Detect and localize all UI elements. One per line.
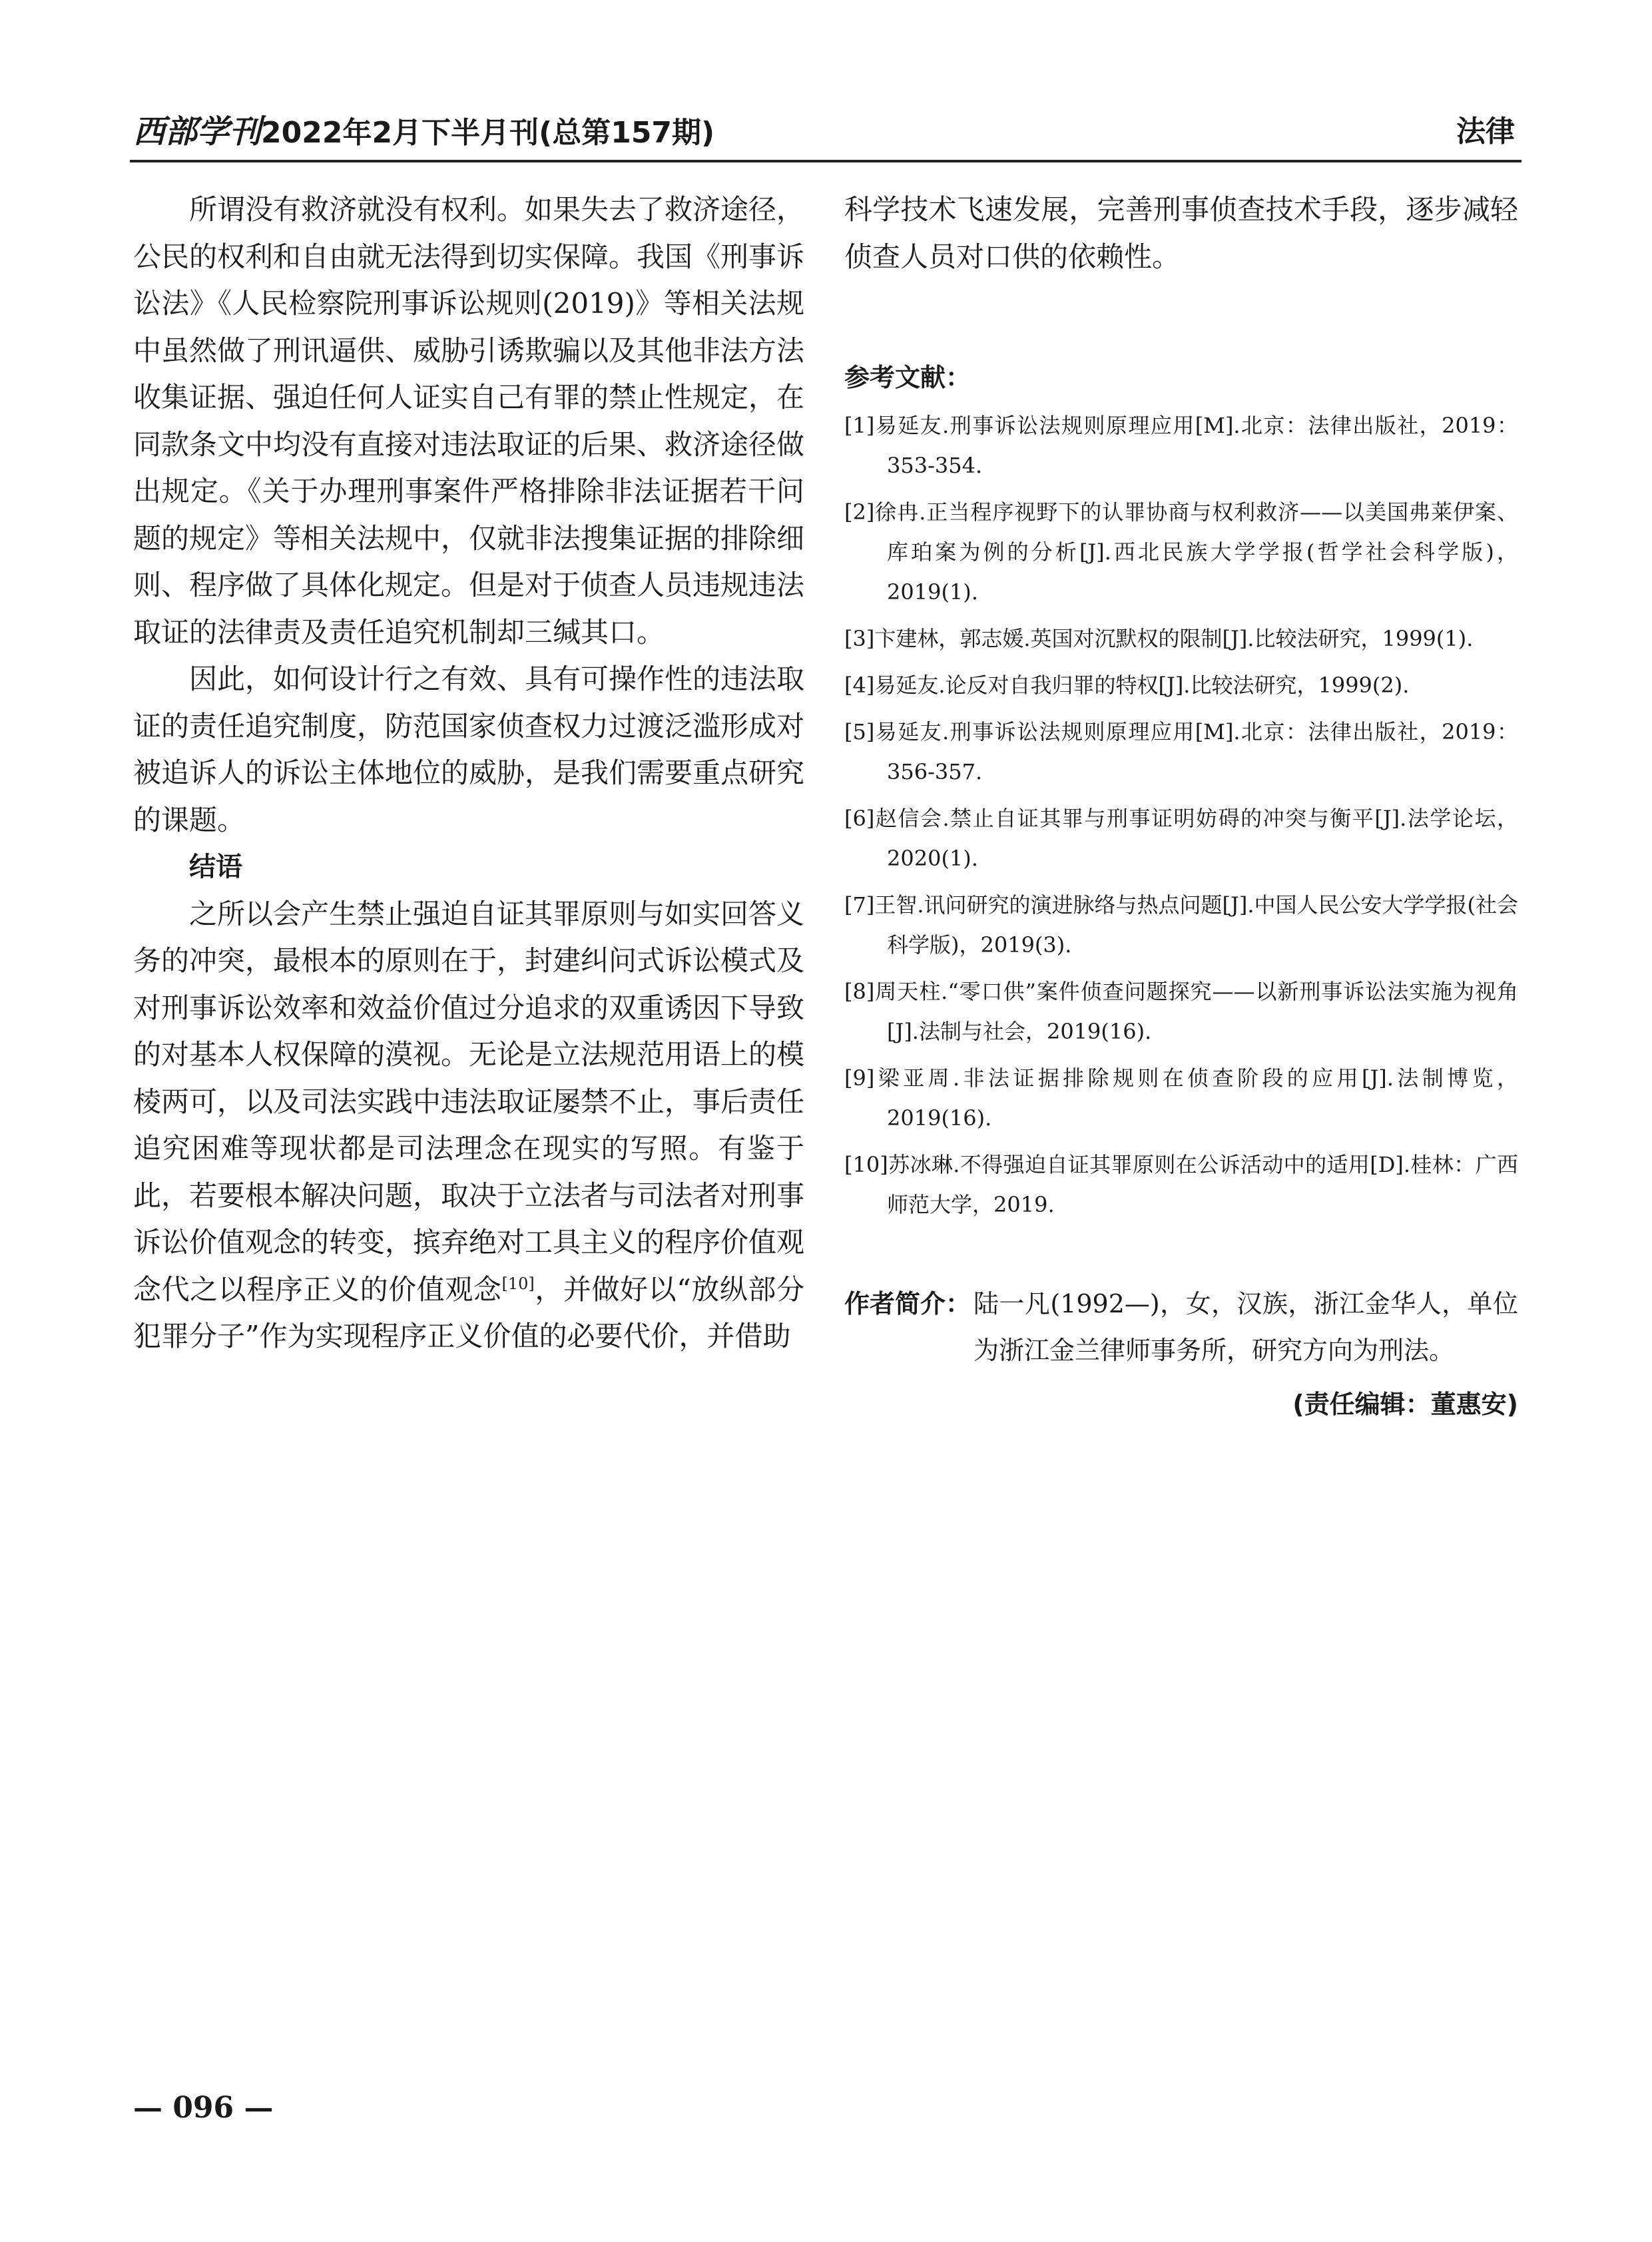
body-paragraph: 所谓没有救济就没有权利。如果失去了救济途径，公民的权利和自由就无法得到切实保障。我国《刑事诉讼法》《人民检察院刑事诉讼规则(2019)》等相关法规中虽然做了刑讯逼供、威胁引诱欺骗以及其他非法方法收集证据、强迫任何人证实自己有罪的禁止性规定，在同款条文中均没有直接对违法取证的后果、救济途径做出规定。《关于办理刑事案件严格排除非法证据若干问题的规定》等相关法规中，仅就非法搜集证据的排除细则、程序做了具体化规定。但是对于侦查人员违规违法取证的法律责及责任追究机制却三缄其口。 bbox=[133, 193, 805, 649]
conclusion-text: 之所以会产生禁止强迫自证其罪原则与如实回答义务的冲突，最根本的原则在于，封建纠问式诉讼模式及对刑事诉讼效率和效益价值过分追求的双重诱因下导致的对基本人权保障的漠视。无论是立法规范用语上的模棱两可，以及司法实践中违法取证屡禁不止，事后责任追究困难等现状都是司法理念在现实的写照。有鉴于此，若要根本解决问题，取决于立法者与司法者对刑事诉讼价值观念的转变，摈弃绝对工具主义的程序价值观念代之以程序正义的价值观念 bbox=[133, 897, 805, 1306]
reference-item: [7]王智.讯问研究的演进脉络与热点问题[J].中国人民公安大学学报(社会科学版)，2019(3). bbox=[844, 892, 1518, 958]
header-divider bbox=[130, 160, 1521, 162]
reference-item: [9]梁亚周.非法证据排除规则在侦查阶段的应用[J].法制博览，2019(16). bbox=[844, 1065, 1518, 1131]
reference-item: [5]易延友.刑事诉讼法规则原理应用[M].北京：法律出版社，2019：356-357. bbox=[844, 719, 1518, 784]
reference-item: [6]赵信会.禁止自证其罪与刑事证明妨碍的冲突与衡平[J].法学论坛，2020(1). bbox=[844, 806, 1518, 871]
section-label: 法律 bbox=[1456, 115, 1515, 148]
continued-paragraph: 科学技术飞速发展，完善刑事侦查技术手段，逐步减轻侦查人员对口供的依赖性。 bbox=[844, 193, 1518, 273]
issue-info: 2022年2月下半月刊(总第157期) bbox=[261, 116, 715, 150]
journal-logo: 西部学刊 bbox=[133, 113, 262, 150]
right-column bbox=[844, 186, 1518, 1424]
reference-item: [1]易延友.刑事诉讼法规则原理应用[M].北京：法律出版社，2019：353-354. bbox=[844, 413, 1518, 478]
citation-marker[interactable]: [10] bbox=[501, 1274, 535, 1293]
reference-item: [8]周天柱.“零口供”案件侦查问题探究——以新刑事诉讼法实施为视角[J].法制与社会，2019(16). bbox=[844, 979, 1518, 1044]
reference-item: [2]徐冉.正当程序视野下的认罪协商与权利救济——以美国弗莱伊案、库珀案为例的分析[J].西北民族大学学报(哲学社会科学版)，2019(1). bbox=[844, 499, 1518, 605]
reference-item: [4]易延友.论反对自我归罪的特权[J].比较法研究，1999(2). bbox=[844, 673, 1410, 698]
conclusion-text-continued: ，并做好以“放纵部分犯罪分子”作为实现程序正义价值的必要代价，并借助 bbox=[133, 1272, 804, 1352]
reference-item: [10]苏冰琳.不得强迫自证其罪原则在公诉活动中的适用[D].桂林：广西师范大学，2019. bbox=[844, 1152, 1518, 1217]
reference-item: [3]卞建林，郭志媛.英国对沉默权的限制[J].比较法研究，1999(1). bbox=[844, 626, 1474, 651]
body-paragraph: 因此，如何设计行之有效、具有可操作性的违法取证的责任追究制度，防范国家侦查权力过渡泛滥形成对被追诉人的诉讼主体地位的威胁，是我们需要重点研究的课题。 bbox=[133, 663, 805, 836]
left-column bbox=[133, 186, 804, 1360]
references-heading: 参考文献： bbox=[844, 363, 971, 392]
reference-list bbox=[844, 406, 1518, 1225]
editor-note: (责任编辑：董惠安) bbox=[1292, 1390, 1518, 1419]
journal-header bbox=[133, 112, 799, 153]
conclusion-heading: 结语 bbox=[189, 852, 242, 882]
page-number: — 096 — bbox=[133, 2091, 274, 2125]
author-label: 作者简介： bbox=[844, 1289, 971, 1318]
conclusion-paragraph bbox=[133, 891, 804, 1360]
author-bio bbox=[844, 1280, 1518, 1374]
author-text: 陆一凡(1992—)，女，汉族，浙江金华人，单位为浙江金兰律师事务所，研究方向为刑法。 bbox=[973, 1289, 1518, 1365]
